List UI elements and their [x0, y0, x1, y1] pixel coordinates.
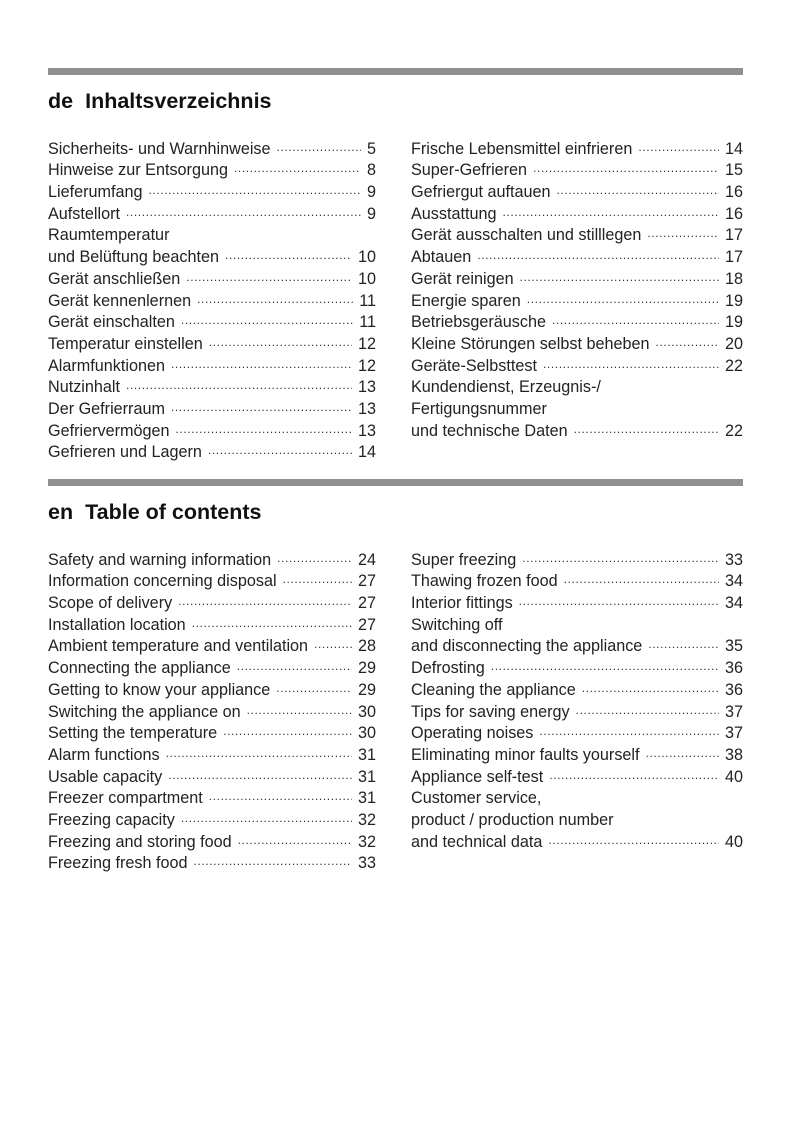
- dot-leader: [277, 543, 352, 565]
- toc-section-en: [48, 479, 743, 873]
- toc-entry-title: Alarm functions: [48, 745, 160, 764]
- toc-entry-page: 40: [724, 767, 743, 786]
- toc-entry-title: Frische Lebensmittel einfrieren: [411, 139, 633, 158]
- toc-entry-title: Scope of delivery: [48, 594, 173, 613]
- toc-entry-title: Kleine Störungen selbst beheben: [411, 334, 650, 353]
- toc-entry-title: Appliance self-test: [411, 767, 544, 786]
- dot-leader: [477, 240, 719, 262]
- toc-entry-page: 37: [724, 724, 743, 743]
- toc-entry-title: Connecting the appliance: [48, 659, 231, 678]
- dot-leader: [283, 565, 352, 587]
- dot-leader: [543, 349, 719, 371]
- toc-entry-page: 20: [724, 334, 743, 353]
- toc-entry-page: 13: [357, 378, 376, 397]
- toc-entry-title: Customer service,: [411, 789, 542, 808]
- toc-entry-title: Super freezing: [411, 550, 517, 569]
- toc-entry-page: 11: [359, 313, 376, 332]
- toc-entry-title: Gerät anschließen: [48, 269, 181, 288]
- section-title: Table of contents: [85, 500, 262, 524]
- toc-entry-title: Gefrieren und Lagern: [48, 443, 202, 462]
- toc-entry-title: Getting to know your appliance: [48, 680, 271, 699]
- dot-leader: [314, 630, 352, 652]
- toc-entry-title: Gerät kennenlernen: [48, 291, 192, 310]
- toc-entry-page: 38: [724, 745, 743, 764]
- toc-entry-title: Raumtemperatur: [48, 226, 170, 245]
- toc-entry-title: Temperatur einstellen: [48, 334, 203, 353]
- dot-leader: [186, 262, 352, 284]
- toc-entry-page: 13: [357, 399, 376, 418]
- toc-entry-title: Kundendienst, Erzeugnis-/: [411, 378, 601, 397]
- toc-entry-page: 33: [724, 550, 743, 569]
- dot-leader: [519, 586, 719, 608]
- toc-entry-title: Thawing frozen food: [411, 572, 558, 591]
- dot-leader: [547, 782, 737, 804]
- dot-leader: [619, 803, 737, 825]
- toc-entry-page: 34: [724, 572, 743, 591]
- toc-section-de: [48, 68, 743, 462]
- toc-entry-title: Tips for saving energy: [411, 702, 570, 721]
- toc-entry-page: 16: [724, 204, 743, 223]
- toc-entry-title: Energie sparen: [411, 291, 521, 310]
- dot-leader: [178, 586, 352, 608]
- toc-entry-title: Aufstellort: [48, 204, 120, 223]
- toc-entry-page: 17: [724, 248, 743, 267]
- toc-entry-title: und technische Daten: [411, 421, 568, 440]
- toc-entry-page: 33: [357, 854, 376, 873]
- toc-entry-title: Abtauen: [411, 248, 472, 267]
- toc-entry-title: and disconnecting the appliance: [411, 637, 643, 656]
- toc-entry-page: 10: [357, 248, 376, 267]
- toc-entry-page: 29: [357, 680, 376, 699]
- toc-entry-page: 27: [357, 594, 376, 613]
- toc-entry-page: 14: [724, 139, 743, 158]
- dot-leader: [126, 371, 352, 393]
- section-divider: [48, 479, 743, 486]
- language-code: en: [48, 500, 74, 524]
- dot-leader: [549, 760, 719, 782]
- dot-leader: [656, 327, 719, 349]
- dot-leader: [149, 175, 361, 197]
- dot-leader: [539, 717, 719, 739]
- toc-entry-title: Nutzinhalt: [48, 378, 120, 397]
- toc-entry-title: Geräte-Selbsttest: [411, 356, 537, 375]
- toc-entry-title: and technical data: [411, 832, 543, 851]
- toc-entry-title: Hinweise zur Entsorgung: [48, 161, 228, 180]
- dot-leader: [247, 695, 352, 717]
- dot-leader: [553, 392, 737, 414]
- toc-entry-page: 35: [724, 637, 743, 656]
- dot-leader: [181, 803, 352, 825]
- dot-leader: [647, 219, 719, 241]
- section-heading: [48, 89, 743, 117]
- toc-entry-title: Fertigungsnummer: [411, 399, 547, 418]
- dot-leader: [209, 782, 352, 804]
- toc-entry-page: 31: [357, 745, 376, 764]
- toc-entry-page: 27: [357, 615, 376, 634]
- toc-entry-page: 22: [724, 356, 743, 375]
- dot-leader: [238, 825, 352, 847]
- dot-leader: [225, 240, 352, 262]
- toc-entry-page: 40: [724, 832, 743, 851]
- dot-leader: [533, 154, 719, 176]
- toc-entry-title: Gefriergut auftauen: [411, 183, 551, 202]
- toc-entry-title: product / production number: [411, 810, 614, 829]
- dot-leader: [508, 608, 737, 630]
- toc-entry-title: Der Gefrierraum: [48, 399, 165, 418]
- toc-entry-title: Switching the appliance on: [48, 702, 241, 721]
- dot-leader: [175, 219, 370, 241]
- toc-entry-page: 36: [724, 659, 743, 678]
- dot-leader: [208, 436, 352, 458]
- toc-column-right: [411, 543, 743, 851]
- toc-entry-page: 14: [357, 443, 376, 462]
- toc-entry-page: 24: [357, 550, 376, 569]
- dot-leader: [192, 608, 352, 630]
- dot-leader: [527, 284, 719, 306]
- dot-leader: [168, 760, 352, 782]
- toc-entry-page: 30: [357, 702, 376, 721]
- language-code: de: [48, 89, 74, 113]
- dot-leader: [277, 132, 361, 154]
- dot-leader: [564, 565, 719, 587]
- toc-entry-page: 9: [366, 183, 376, 202]
- toc-entry-page: 36: [724, 680, 743, 699]
- toc-entry-page: 8: [366, 161, 376, 180]
- toc-entry-page: 10: [357, 269, 376, 288]
- toc-entry-title: Usable capacity: [48, 767, 163, 786]
- toc-entry-page: 11: [359, 291, 376, 310]
- toc-entry-page: 16: [724, 183, 743, 202]
- dot-leader: [582, 673, 719, 695]
- toc-entry-page: 37: [724, 702, 743, 721]
- toc-entry-title: Installation location: [48, 615, 186, 634]
- section-title: Inhaltsverzeichnis: [85, 89, 272, 113]
- dot-leader: [607, 371, 737, 393]
- toc-entry-title: Safety and warning information: [48, 550, 272, 569]
- toc-entry-page: 17: [724, 226, 743, 245]
- toc-entry-title: Ausstattung: [411, 204, 497, 223]
- toc-entry-title: Defrosting: [411, 659, 485, 678]
- dot-leader: [548, 825, 719, 847]
- dot-leader: [197, 284, 353, 306]
- dot-leader: [166, 738, 352, 760]
- dot-leader: [556, 175, 719, 197]
- dot-leader: [237, 651, 352, 673]
- toc-entry-title: Freezing capacity: [48, 810, 175, 829]
- toc-entry-title: Gerät ausschalten und stilllegen: [411, 226, 642, 245]
- toc-entry-title: Setting the temperature: [48, 724, 218, 743]
- toc-entry-title: Super-Gefrieren: [411, 161, 528, 180]
- dot-leader: [491, 651, 719, 673]
- dot-leader: [175, 414, 352, 436]
- toc-column-left: [48, 132, 376, 462]
- dot-leader: [276, 673, 352, 695]
- toc-entry-title: Freezer compartment: [48, 789, 203, 808]
- toc-entry-page: 5: [366, 139, 376, 158]
- toc-entry-title: Cleaning the appliance: [411, 680, 576, 699]
- dot-leader: [574, 414, 719, 436]
- dot-leader: [646, 738, 719, 760]
- dot-leader: [181, 306, 353, 328]
- toc-entry-title: Lieferumfang: [48, 183, 143, 202]
- toc-entry-page: 31: [357, 767, 376, 786]
- toc-entry[interactable]: [411, 543, 743, 569]
- toc-entry[interactable]: [411, 132, 743, 158]
- dot-leader: [576, 695, 719, 717]
- toc-entry-page: 19: [724, 313, 743, 332]
- toc-column-right: [411, 132, 743, 440]
- toc-entry-title: Alarmfunktionen: [48, 356, 165, 375]
- toc-entry-page: 12: [357, 356, 376, 375]
- toc-entry-page: 28: [357, 637, 376, 656]
- toc-entry-page: 30: [357, 724, 376, 743]
- toc-entry-title: Gerät einschalten: [48, 313, 175, 332]
- dot-leader: [522, 543, 719, 565]
- toc-column-left: [48, 543, 376, 873]
- toc-entry-page: 32: [357, 832, 376, 851]
- toc-entry-title: Gefriervermögen: [48, 421, 170, 440]
- toc-entry[interactable]: [48, 543, 376, 569]
- dot-leader: [223, 717, 352, 739]
- dot-leader: [171, 349, 352, 371]
- toc-entry-title: Gerät reinigen: [411, 269, 514, 288]
- toc-entry-title: Freezing fresh food: [48, 854, 188, 873]
- dot-leader: [234, 154, 361, 176]
- toc-entry-page: 15: [724, 161, 743, 180]
- toc-entry-page: 19: [724, 291, 743, 310]
- dot-leader: [171, 392, 352, 414]
- toc-entry-title: Interior fittings: [411, 594, 513, 613]
- toc-entry-page: 22: [724, 421, 743, 440]
- dot-leader: [520, 262, 719, 284]
- section-divider: [48, 68, 743, 75]
- toc-entry-page: 31: [357, 789, 376, 808]
- toc-entry-title: und Belüftung beachten: [48, 248, 220, 267]
- toc-entry-title: Betriebsgeräusche: [411, 313, 546, 332]
- toc-entry-page: 9: [366, 204, 376, 223]
- dot-leader: [648, 630, 719, 652]
- toc-entry-title: Ambient temperature and ventilation: [48, 637, 309, 656]
- dot-leader: [552, 306, 719, 328]
- toc-entry-page: 13: [357, 421, 376, 440]
- dot-leader: [503, 197, 719, 219]
- toc-entry-page: 18: [724, 269, 743, 288]
- toc-entry-title: Eliminating minor faults yourself: [411, 745, 640, 764]
- toc-entry-page: 27: [357, 572, 376, 591]
- toc-entry-title: Sicherheits- und Warnhinweise: [48, 139, 271, 158]
- toc-entry-title: Operating noises: [411, 724, 534, 743]
- toc-entry-title: Switching off: [411, 615, 503, 634]
- section-heading: [48, 500, 743, 528]
- toc-entry-page: 34: [724, 594, 743, 613]
- dot-leader: [193, 847, 352, 869]
- toc-entry-page: 12: [357, 334, 376, 353]
- dot-leader: [126, 197, 361, 219]
- dot-leader: [638, 132, 719, 154]
- dot-leader: [209, 327, 352, 349]
- toc-entry-page: 29: [357, 659, 376, 678]
- toc-entry-title: Information concerning disposal: [48, 572, 277, 591]
- toc-entry[interactable]: [48, 132, 376, 158]
- toc-entry-page: 32: [357, 810, 376, 829]
- toc-entry-title: Freezing and storing food: [48, 832, 232, 851]
